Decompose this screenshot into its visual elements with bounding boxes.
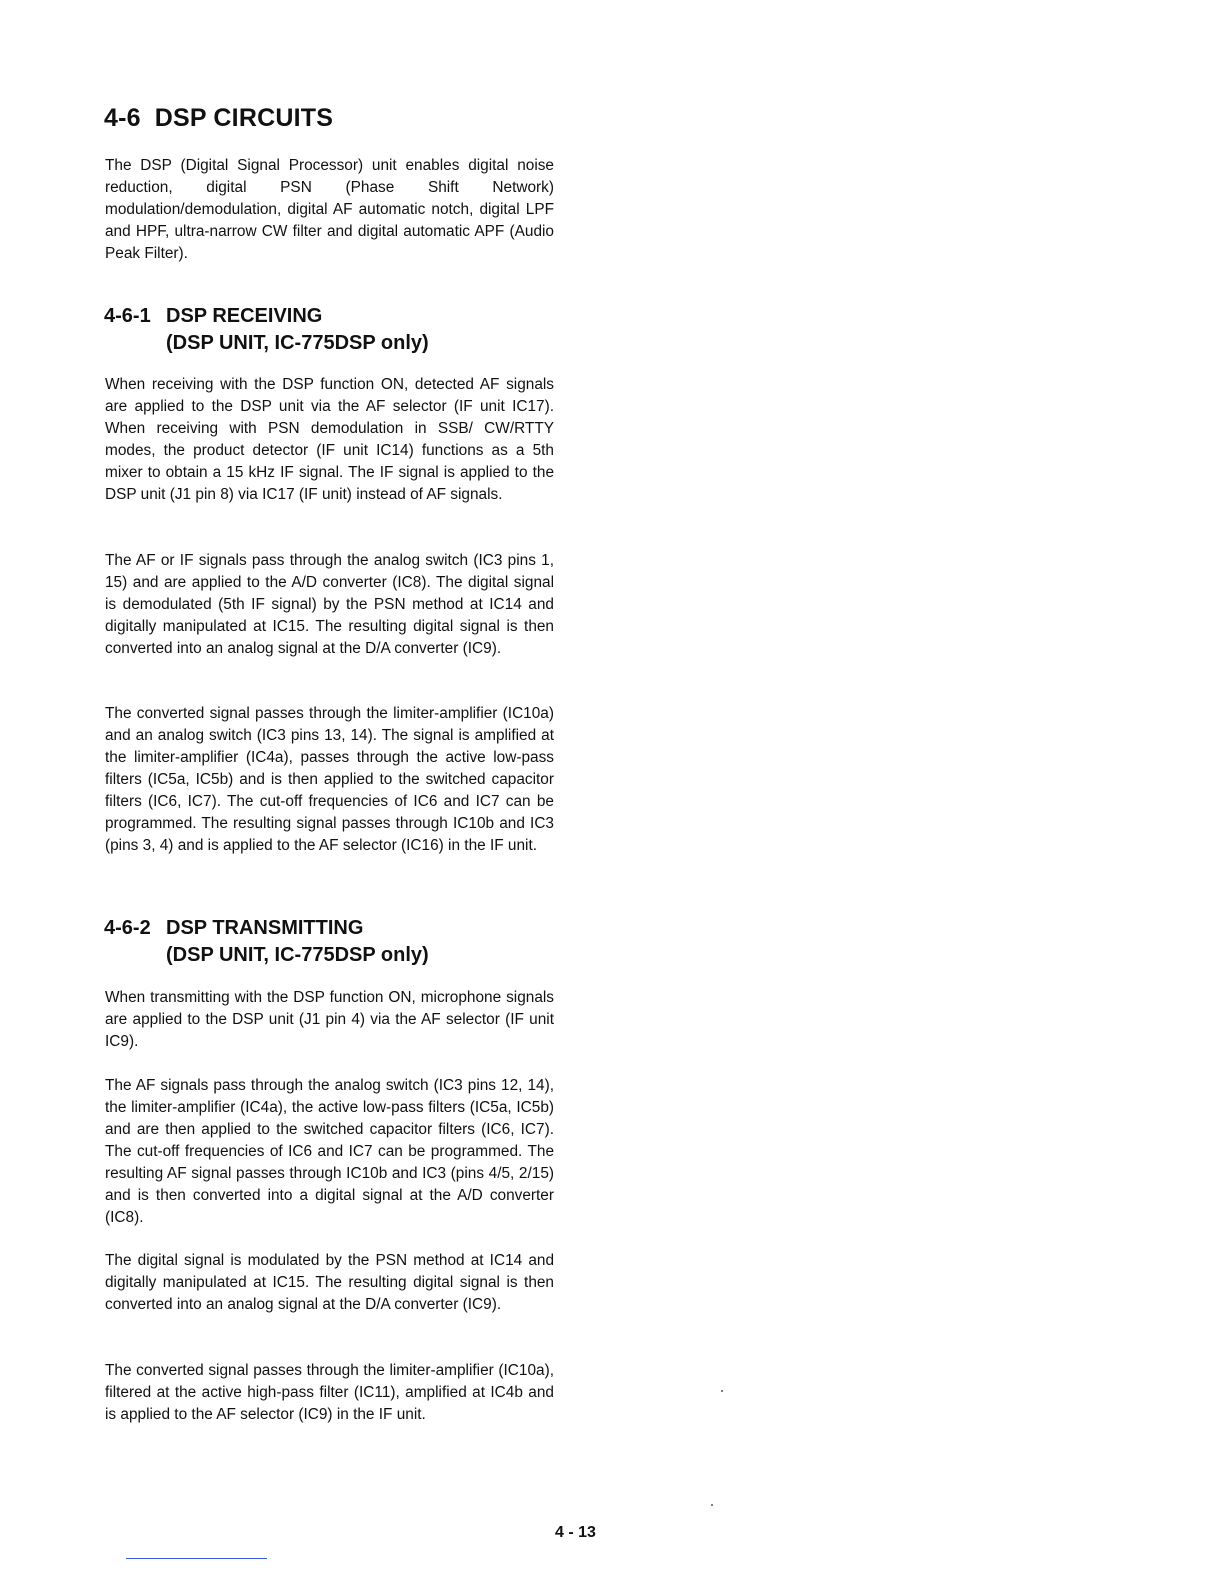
receiving-paragraph-3: The converted signal passes through the limiter-amplifier (IC10a) and an analog switch (IC3 pins 13, 14). The signal is amplified at the limiter-amplifier (IC4a), passes through the active low-pass filters (IC5a, IC5b) and is then applied to the switched capacitor filters (IC6, IC7). The cut-off frequencies of IC6 and IC7 can be programmed. The resulting signal passes through IC10b and IC3 (pins 3, 4) and is applied to the AF selector (IC16) in the IF unit. (105, 705, 554, 854)
intro-paragraph: The DSP (Digital Signal Processor) unit enables digital noise reduction, digital PSN (Phase Shift Network) modulation/demodulation, digital AF automatic notch, digital LPF and HPF, ultra-narrow CW filter and digital automatic APF (Audio Peak Filter). (105, 157, 554, 262)
footer-rule (126, 1558, 267, 1559)
scan-speck (721, 1390, 723, 1392)
scan-speck (711, 1504, 713, 1506)
section-title: DSP RECEIVING (166, 305, 323, 327)
section-number: 4-6-1 (104, 305, 151, 327)
section-subtitle: (DSP UNIT, IC-775DSP only) (166, 944, 429, 966)
transmitting-paragraph-1: When transmitting with the DSP function ON, microphone signals are applied to the DSP unit (J1 pin 4) via the AF selector (IF unit IC9). (105, 989, 554, 1050)
receiving-paragraph-1: When receiving with the DSP function ON, detected AF signals are applied to the DSP unit via the AF selector (IF unit IC17). When receiving with PSN demodulation in SSB/ CW/RTTY modes, the product detector (IF unit IC14) functions as a 5th mixer to obtain a 15 kHz IF signal. The IF signal is applied to the DSP unit (J1 pin 8) via IC17 (IF unit) instead of AF signals. (105, 376, 554, 503)
section-heading-dsp-receiving (104, 303, 429, 357)
section-title: DSP TRANSMITTING (166, 917, 364, 939)
transmitting-paragraph-4: The converted signal passes through the limiter-amplifier (IC10a), filtered at the active high-pass filter (IC11), amplified at IC4b and is applied to the AF selector (IC9) in the IF unit. (105, 1362, 554, 1423)
title-number: 4-6 (104, 104, 141, 132)
page-number: 4 - 13 (555, 1524, 596, 1541)
page-title (104, 104, 333, 133)
transmitting-paragraph-2: The AF signals pass through the analog switch (IC3 pins 12, 14), the limiter-amplifier (IC4a), the active low-pass filters (IC5a, IC5b) and are then applied to the switched capacitor filters (IC6, IC7). The cut-off frequencies of IC6 and IC7 can be programmed. The resulting AF signal passes through IC10b and IC3 (pins 4/5, 2/15) and is then converted into a digital signal at the A/D converter (IC8). (105, 1077, 554, 1226)
title-text: DSP CIRCUITS (154, 104, 334, 132)
section-heading-dsp-transmitting (104, 915, 429, 969)
receiving-paragraph-2: The AF or IF signals pass through the analog switch (IC3 pins 1, 15) and are applied to the A/D converter (IC8). The digital signal is demodulated (5th IF signal) by the PSN method at IC14 and digitally manipulated at IC15. The resulting digital signal is then converted into an analog signal at the D/A converter (IC9). (105, 552, 554, 657)
transmitting-paragraph-3: The digital signal is modulated by the PSN method at IC14 and digitally manipulated at IC15. The resulting digital signal is then converted into an analog signal at the D/A converter (IC9). (105, 1252, 554, 1313)
section-number: 4-6-2 (104, 917, 151, 939)
section-subtitle: (DSP UNIT, IC-775DSP only) (166, 332, 429, 354)
